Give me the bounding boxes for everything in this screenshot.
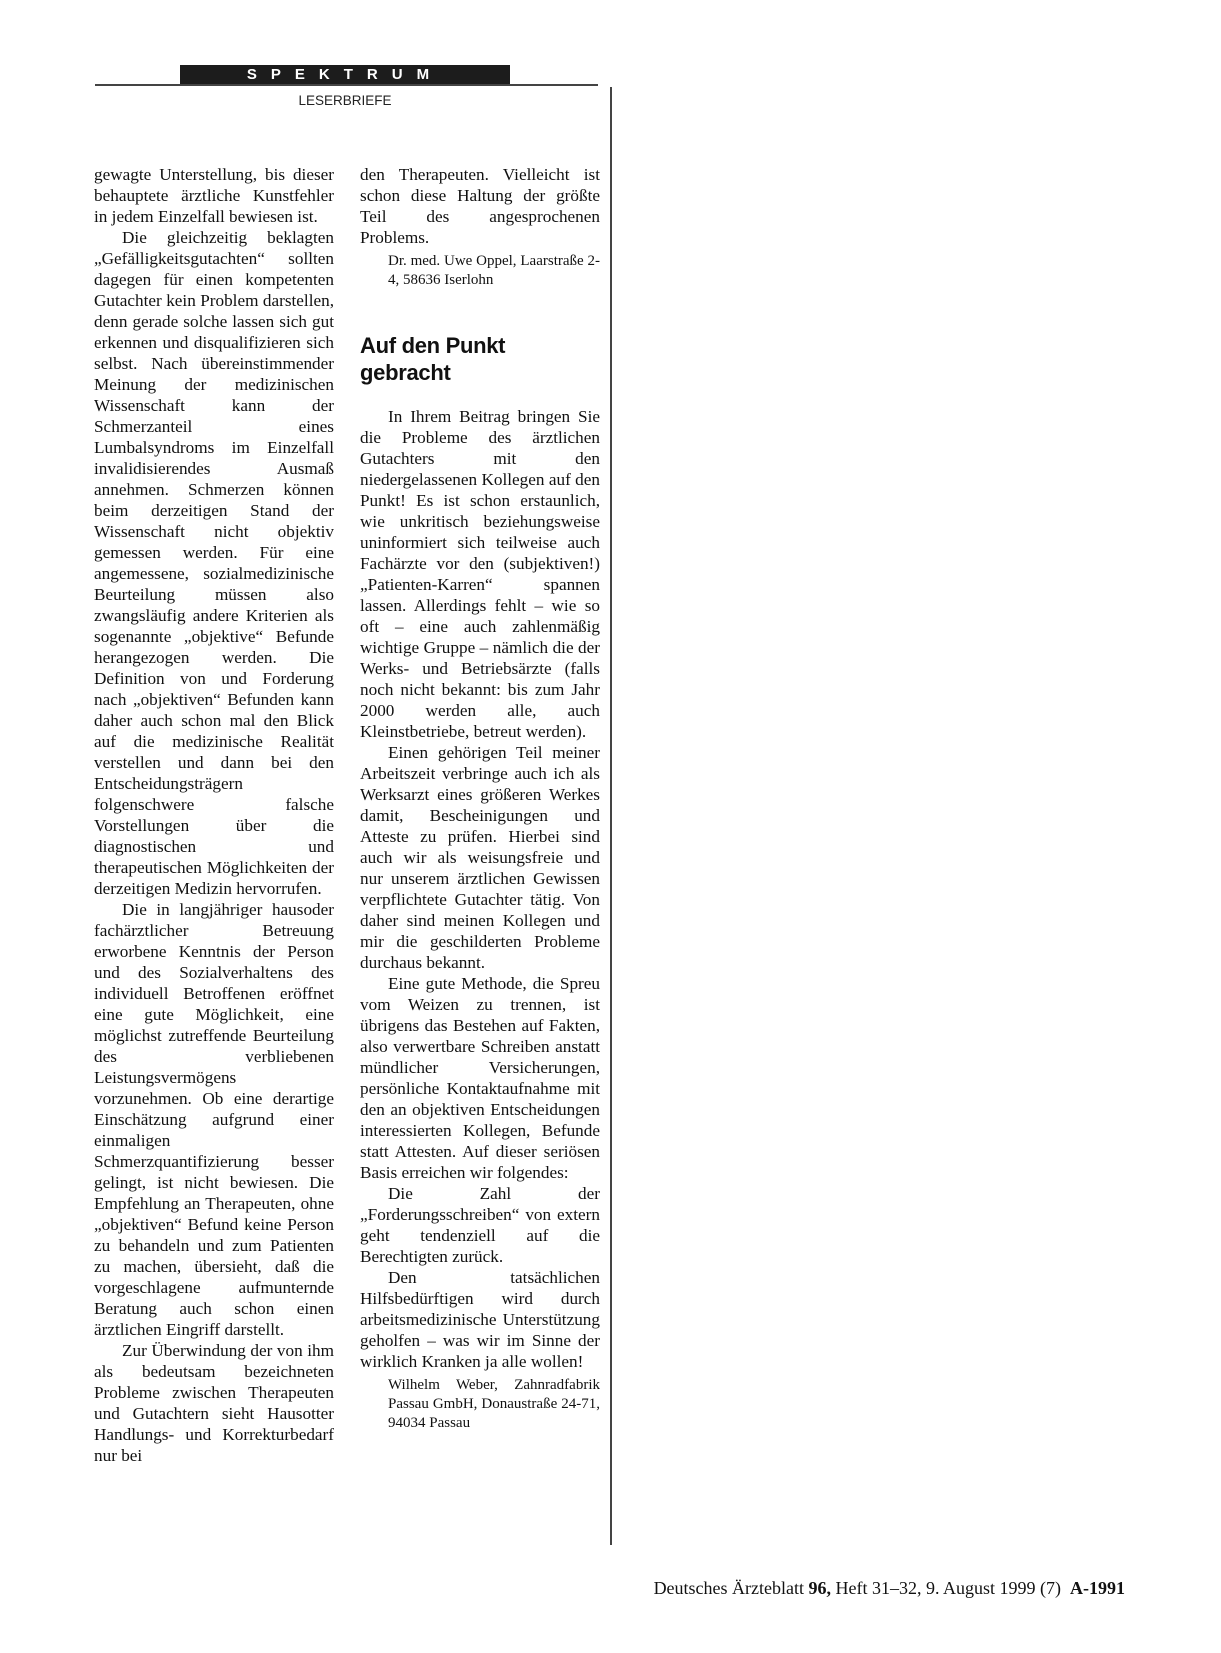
volume-number: 96, [808, 1578, 832, 1598]
article-headline: Auf den Punkt gebracht [360, 333, 506, 385]
paragraph: Die in langjähriger hausoder fachärztlicher Betreuung erworbene Kenntnis der Person und des Sozialverhaltens des individuell Betroffenen eröffnet eine gute Möglichkeit, eine möglichst zutreffende Beurteilung des verbliebenen Leistungsvermögens vorzunehmen. Ob eine derartige Einschätzung aufgrund einer einmaligen Schmerzquantifizierung besser gelingt, ist nicht bewiesen. Die Empfehlung an Therapeuten, ohne „objektiven“ Befund keine Person zu behandeln und zum Patienten zu machen, übersieht, daß die vorgeschlagene aufmunternde Beratung auch schon einen ärztlichen Eingriff darstellt. [94, 900, 334, 1339]
paragraph: gewagte Unterstellung, bis dieser behauptete ärztliche Kunstfehler in jedem Einzelfall bewiesen ist. [94, 165, 334, 226]
left-column [94, 164, 334, 1466]
paragraph: Die gleichzeitig beklagten „Gefälligkeitsgutachten“ sollten dagegen für einen kompetenten Gutachter kein Problem darstellen, denn gerade solche lassen sich gut erkennen und disqualifizieren sich selbst. Nach übereinstimmender Meinung der medizinischen Wissenschaft kann der Schmerzanteil eines Lumbalsyndroms im Einzelfall invalidisierendes Ausmaß annehmen. Schmerzen können beim derzeitigen Stand der Wissenschaft nicht objektiv gemessen werden. Für eine angemessene, sozialmedizinische Beurteilung müssen also zwangsläufig andere Kriterien als sogenannte „objektive“ Befunde herangezogen werden. Die Definition von und Forderung nach „objektiven“ Befunden kann daher auch schon mal den Blick auf die medizinische Realität verstellen und dann bei den Entscheidungsträgern folgenschwere falsche Vorstellungen über die diagnostischen und therapeutischen Möglichkeiten der derzeitigen Medizin hervorrufen. [94, 228, 334, 898]
journal-name: Deutsches Ärzteblatt [653, 1578, 805, 1598]
subsection-label: LESERBRIEFE [298, 93, 392, 108]
column-rule [610, 87, 612, 1545]
right-column [360, 164, 600, 1433]
paragraph: Den tatsächlichen Hilfsbedürftigen wird durch arbeitsmedizinische Unterstützung geholfen – was wir im Sinne der wirklich Kranken ja alle wollen! [360, 1268, 600, 1371]
author-signature: Dr. med. Uwe Oppel, Laarstraße 2-4, 58636 Iserlohn [388, 253, 600, 288]
page-number: A-1991 [1070, 1578, 1125, 1598]
issue-info: Heft 31–32, 9. August 1999 (7) [835, 1578, 1061, 1598]
paragraph: Die Zahl der „Forderungsschreiben“ von extern geht tendenziell auf die Berechtigten zurück. [360, 1184, 600, 1266]
author-signature: Wilhelm Weber, Zahnradfabrik Passau GmbH, Donaustraße 24-71, 94034 Passau [388, 1377, 600, 1431]
header-rule [95, 84, 598, 86]
paragraph: den Therapeuten. Vielleicht ist schon diese Haltung der größte Teil des angesprochenen Problems. [360, 165, 600, 247]
page-footer [654, 1578, 1125, 1599]
section-header: SPEKTRUM [180, 65, 510, 85]
paragraph: Eine gute Methode, die Spreu vom Weizen zu trennen, ist übrigens das Bestehen auf Fakten, also verwertbare Schreiben anstatt mündlicher Versicherungen, persönliche Kontaktaufnahme mit den an objektiven Entscheidungen interessierten Kollegen, Befunde statt Attesten. Auf dieser seriösen Basis erreichen wir folgendes: [360, 974, 600, 1182]
paragraph: In Ihrem Beitrag bringen Sie die Probleme des ärztlichen Gutachters mit den niedergelassenen Kollegen auf den Punkt! Es ist schon erstaunlich, wie unkritisch beziehungsweise uninformiert sich teilweise auch Fachärzte vor den (subjektiven!) „Patienten-Karren“ spannen lassen. Allerdings fehlt – wie so oft – eine auch zahlenmäßig wichtige Gruppe – nämlich die der Werks- und Betriebsärzte (falls noch nicht bekannt: bis zum Jahr 2000 werden alle, auch Kleinstbetriebe, betreut werden). [360, 407, 600, 741]
paragraph: Einen gehörigen Teil meiner Arbeitszeit verbringe auch ich als Werksarzt eines größeren Werkes damit, Bescheinigungen und Atteste zu prüfen. Hierbei sind auch wir als weisungsfreie und nur unserem ärztlichen Gewissen verpflichtete Gutachter tätig. Von daher sind meinen Kollegen und mir die geschilderten Probleme durchaus bekannt. [360, 743, 600, 972]
paragraph: Zur Überwindung der von ihm als bedeutsam bezeichneten Probleme zwischen Therapeuten und Gutachtern sieht Hausotter Handlungs- und Korrekturbedarf nur bei [94, 1341, 334, 1465]
